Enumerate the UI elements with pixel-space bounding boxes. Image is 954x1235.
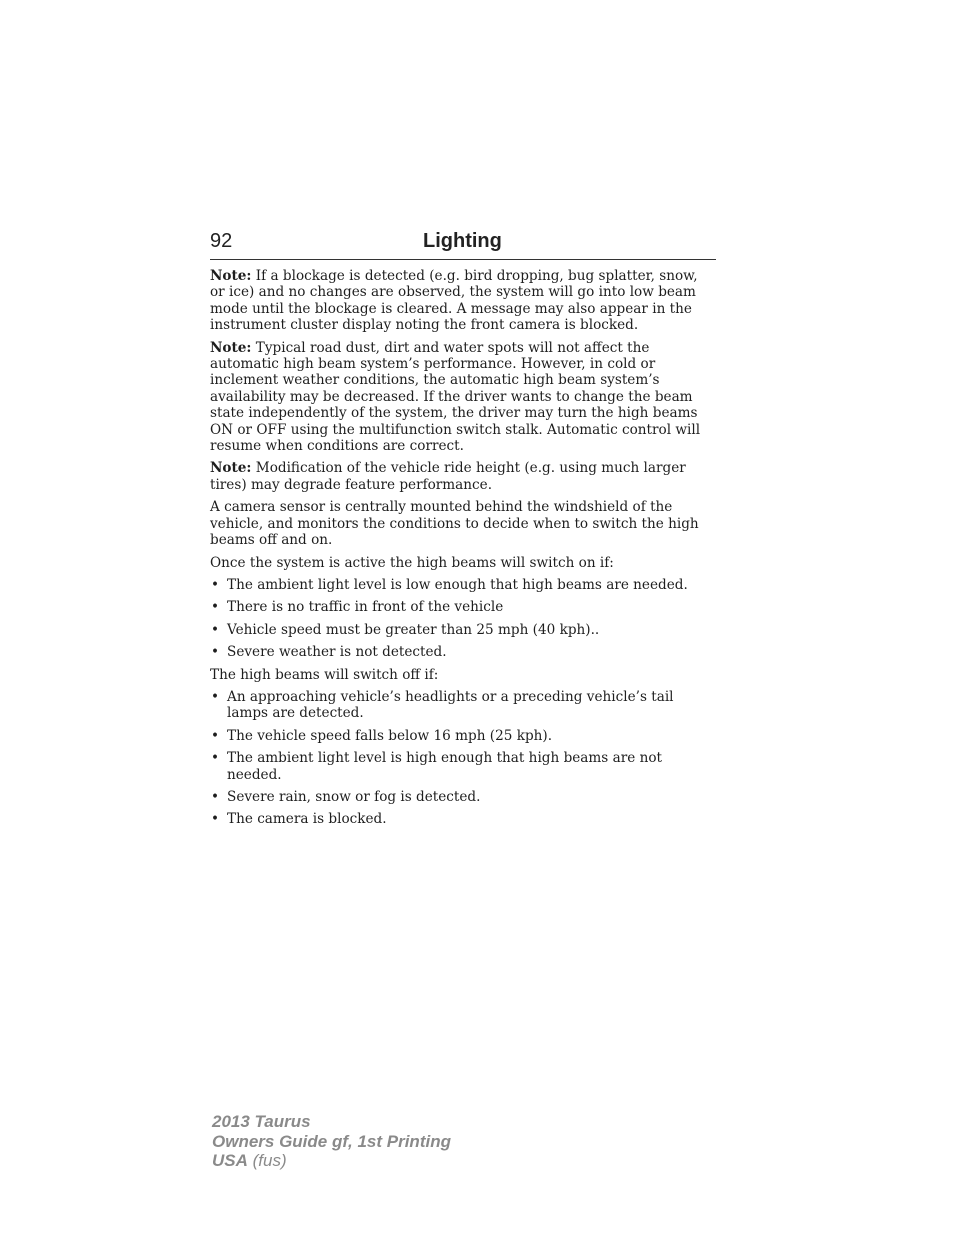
list-item-text: Severe rain, snow or fog is detected. [227,788,481,805]
note-label: Note: [210,460,252,477]
page-footer [212,1112,451,1171]
bullet-icon: • [211,788,220,805]
list-item-text: The camera is blocked. [227,811,387,828]
switch-off-intro: The high beams will switch off if: [210,666,439,683]
list-item-text: An approaching vehicle’s headlights or a preceding vehicle’s tail lamps are detected. [227,688,674,722]
list-item-text: Vehicle speed must be greater than 25 mph (40 kph).. [227,621,600,638]
bullet-icon: • [211,576,220,593]
footer-model: 2013 Taurus [212,1112,311,1131]
footer-region-code: (fus) [247,1151,287,1170]
note-text: If a blockage is detected (e.g. bird dropping, bug splatter, snow, or ice) and no changes are observed, the system will go into low beam mode until the blockage is cleared. A message may also appear in the instrument cluster display noting the front camera is blocked. [210,268,698,334]
list-item [210,622,716,638]
bullet-icon: • [211,599,220,616]
note-road-dust [210,340,716,455]
footer-region [212,1151,451,1171]
list-item [210,811,716,827]
switch-on-intro: Once the system is active the high beams will switch on if: [210,554,614,571]
list-item-text: The ambient light level is low enough that high beams are needed. [227,576,688,593]
note-ride-height [210,460,716,493]
list-item-text: Severe weather is not detected. [227,644,447,661]
switch-off-list [210,689,716,828]
switch-on-list [210,577,716,661]
note-label: Note: [210,339,252,356]
note-text: Modification of the vehicle ride height (e.g. using much larger tires) may degrade feature performance. [210,460,686,493]
section-title: Lighting [423,230,502,252]
footer-region-main: USA [212,1151,248,1170]
note-blockage [210,268,716,334]
list-item [210,750,716,783]
list-item [210,689,716,722]
list-item [210,644,716,660]
list-item-text: The ambient light level is high enough that high beams are not needed. [227,750,662,783]
camera-paragraph: A camera sensor is centrally mounted behind the windshield of the vehicle, and monitors the conditions to decide when to switch the high beams off and on. [210,499,699,549]
note-label: Note: [210,268,252,284]
list-item-text: There is no traffic in front of the vehicle [227,599,504,616]
footer-guide-edition: Owners Guide gf, 1st Printing [212,1131,451,1151]
list-item-text: The vehicle speed falls below 16 mph (25 kph). [227,727,553,744]
list-item [210,789,716,805]
list-item [210,728,716,744]
page-body [210,268,716,834]
bullet-icon: • [211,644,220,661]
bullet-icon: • [211,621,220,638]
list-item [210,577,716,593]
bullet-icon: • [211,811,220,828]
bullet-icon: • [211,688,220,705]
bullet-icon: • [211,750,220,767]
note-text: Typical road dust, dirt and water spots will not affect the automatic high beam system’s performance. However, in cold or inclement weather conditions, the automatic high beam system’s availability may be decreased. If the driver wants to change the beam state independently of the system, the driver may turn the high beams ON or OFF using the multifunction switch stalk. Automatic control will resume when conditions are correct. [210,339,701,455]
page-header [210,229,716,260]
page-number: 92 [210,230,233,252]
bullet-icon: • [211,727,220,744]
list-item [210,599,716,615]
